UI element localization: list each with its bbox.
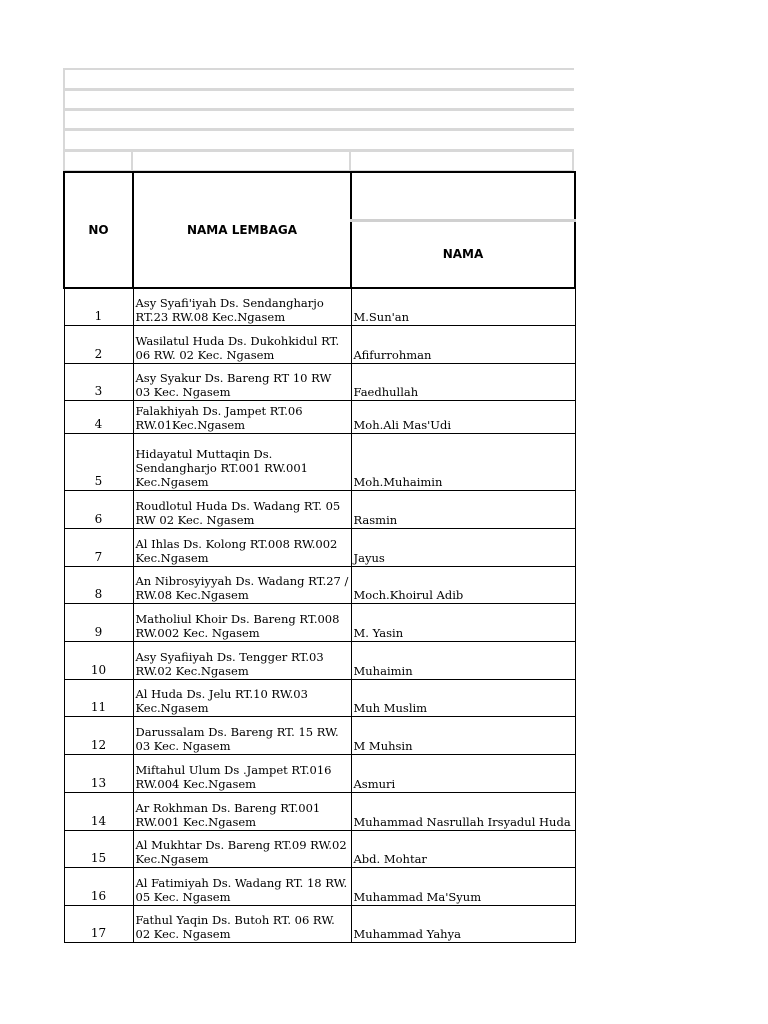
table-row <box>64 433 575 490</box>
row-nama-lembaga: Al Fatimiyah Ds. Wadang RT. 18 RW. 05 Kec. Ngasem <box>133 867 351 905</box>
table-row <box>64 830 575 867</box>
row-number: 2 <box>64 325 133 363</box>
table-row <box>64 325 575 363</box>
row-nama: Muhammad Yahya <box>351 905 575 942</box>
header-nama-lembaga: NAMA LEMBAGA <box>133 172 351 288</box>
row-number: 11 <box>64 679 133 716</box>
row-nama-lembaga: Hidayatul Muttaqin Ds. Sendangharjo RT.001 RW.001 Kec.Ngasem <box>133 433 351 490</box>
row-nama-lembaga: Falakhiyah Ds. Jampet RT.06 RW.01Kec.Ngasem <box>133 400 351 433</box>
row-nama-lembaga: Ar Rokhman Ds. Bareng RT.001 RW.001 Kec.Ngasem <box>133 792 351 830</box>
table-body <box>64 288 575 942</box>
row-number: 15 <box>64 830 133 867</box>
row-number: 4 <box>64 400 133 433</box>
row-nama-lembaga: Asy Syakur Ds. Bareng RT 10 RW 03 Kec. Ngasem <box>133 363 351 400</box>
blank-row-3 <box>63 109 574 130</box>
row-nama: Moch.Khoirul Adib <box>351 566 575 603</box>
row-nama: Muh Muslim <box>351 679 575 716</box>
row-number: 13 <box>64 754 133 792</box>
row-number: 10 <box>64 641 133 679</box>
row-nama-lembaga: Fathul Yaqin Ds. Butoh RT. 06 RW. 02 Kec. Ngasem <box>133 905 351 942</box>
row-nama: Rasmin <box>351 490 575 528</box>
table-row <box>64 288 575 325</box>
table-row <box>64 490 575 528</box>
table-row <box>64 363 575 400</box>
table-row <box>64 603 575 641</box>
table-row <box>64 905 575 942</box>
row-nama-lembaga: Al Ihlas Ds. Kolong RT.008 RW.002 Kec.Ngasem <box>133 528 351 566</box>
row-nama: M.Sun'an <box>351 288 575 325</box>
row-nama: Muhammad Ma'Syum <box>351 867 575 905</box>
blank-row-1 <box>63 68 574 90</box>
row-nama: Moh.Ali Mas'Udi <box>351 400 575 433</box>
row-nama-lembaga: Wasilatul Huda Ds. Dukohkidul RT. 06 RW. 02 Kec. Ngasem <box>133 325 351 363</box>
row-number: 16 <box>64 867 133 905</box>
table-row <box>64 566 575 603</box>
row-number: 8 <box>64 566 133 603</box>
row-number: 3 <box>64 363 133 400</box>
row-nama: Asmuri <box>351 754 575 792</box>
blank-cell-no <box>63 150 133 172</box>
header-group-empty <box>351 172 575 220</box>
row-number: 12 <box>64 716 133 754</box>
row-number: 6 <box>64 490 133 528</box>
row-nama: Muhaimin <box>351 641 575 679</box>
row-nama: Moh.Muhaimin <box>351 433 575 490</box>
row-number: 14 <box>64 792 133 830</box>
header-no: NO <box>64 172 133 288</box>
row-nama-lembaga: Roudlotul Huda Ds. Wadang RT. 05 RW 02 Kec. Ngasem <box>133 490 351 528</box>
row-nama-lembaga: Miftahul Ulum Ds .Jampet RT.016 RW.004 Kec.Ngasem <box>133 754 351 792</box>
row-nama: M Muhsin <box>351 716 575 754</box>
row-number: 9 <box>64 603 133 641</box>
table-row <box>64 867 575 905</box>
row-nama-lembaga: Asy Syafi'iyah Ds. Sendangharjo RT.23 RW.08 Kec.Ngasem <box>133 288 351 325</box>
row-nama: M. Yasin <box>351 603 575 641</box>
row-nama-lembaga: An Nibrosyiyyah Ds. Wadang RT.27 / RW.08 Kec.Ngasem <box>133 566 351 603</box>
row-nama-lembaga: Al Mukhtar Ds. Bareng RT.09 RW.02 Kec.Ngasem <box>133 830 351 867</box>
row-nama: Jayus <box>351 528 575 566</box>
table-row <box>64 754 575 792</box>
blank-cell-lembaga <box>131 150 351 172</box>
table-row <box>64 679 575 716</box>
blank-cell-nama <box>349 150 574 172</box>
row-nama-lembaga: Asy Syafiiyah Ds. Tengger RT.03 RW.02 Kec.Ngasem <box>133 641 351 679</box>
lembaga-table <box>63 171 576 943</box>
row-nama: Abd. Mohtar <box>351 830 575 867</box>
table-row <box>64 400 575 433</box>
row-nama-lembaga: Darussalam Ds. Bareng RT. 15 RW. 03 Kec. Ngasem <box>133 716 351 754</box>
row-nama: Afifurrohman <box>351 325 575 363</box>
table-row <box>64 528 575 566</box>
table-row <box>64 641 575 679</box>
row-nama: Muhammad Nasrullah Irsyadul Huda <box>351 792 575 830</box>
row-number: 1 <box>64 288 133 325</box>
row-number: 5 <box>64 433 133 490</box>
header-nama: NAMA <box>351 220 575 288</box>
row-nama: Faedhullah <box>351 363 575 400</box>
table-row <box>64 716 575 754</box>
row-number: 7 <box>64 528 133 566</box>
row-nama-lembaga: Al Huda Ds. Jelu RT.10 RW.03 Kec.Ngasem <box>133 679 351 716</box>
row-nama-lembaga: Matholiul Khoir Ds. Bareng RT.008 RW.002 Kec. Ngasem <box>133 603 351 641</box>
blank-row-4 <box>63 129 574 151</box>
row-number: 17 <box>64 905 133 942</box>
table-row <box>64 792 575 830</box>
blank-row-2 <box>63 89 574 110</box>
